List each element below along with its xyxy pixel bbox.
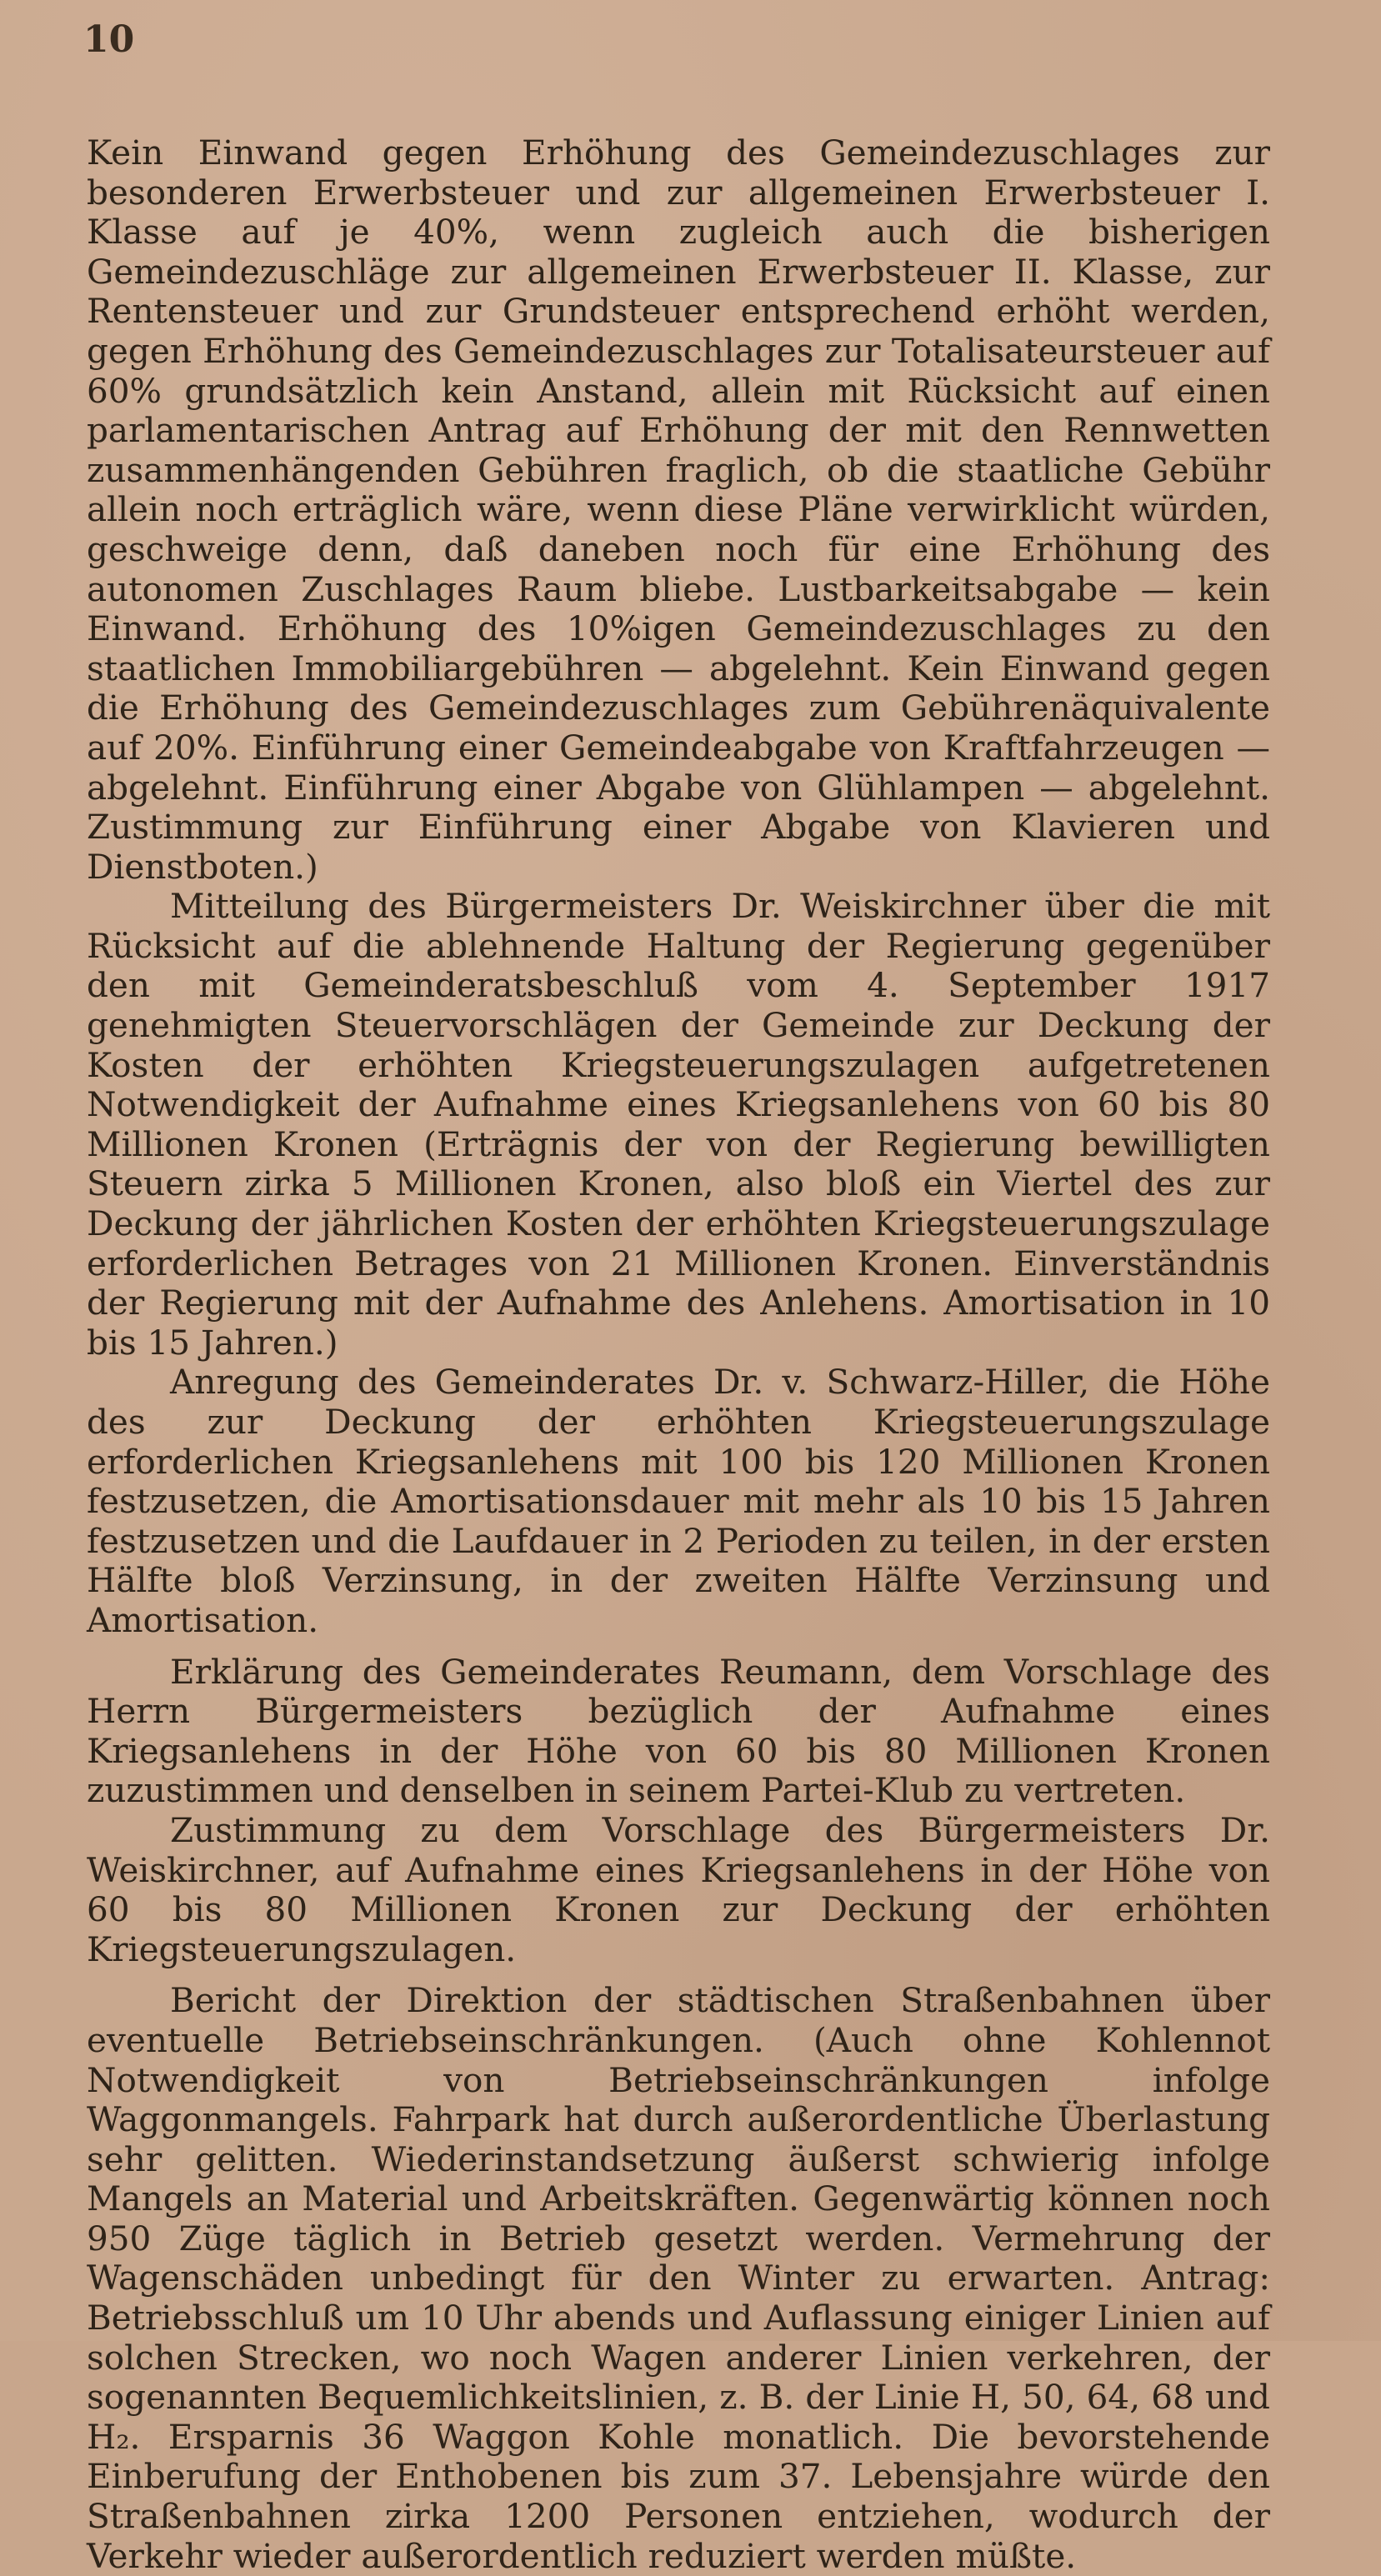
paragraph-mayor-communication: Mitteilung des Bürgermeisters Dr. Weiskirchner über die mit Rücksicht auf die ablehnende Haltung der Regierung gegenüber den mit Gemeinderatsbeschluß vom 4. September 1917 genehmigten Steuervorschlägen der Gemeinde zur Deckung der Kosten der erhöhten Kriegsteuerungszulagen aufgetretenen Notwendigkeit der Aufnahme eines Kriegsanlehens von 60 bis 80 Millionen Kronen (Erträgnis der von der Regierung bewilligten Steuern zirka 5 Millionen Kronen, also bloß ein Viertel des zur Deckung der jährlichen Kosten der erhöhten Kriegsteuerungszulage erforderlichen Betrages von 21 Millionen Kronen. Einverständnis der Regierung mit der Aufnahme des Anlehens. Amortisation in 10 bis 15 Jahren.) xyxy=(87,886,1270,1363)
paragraph-approval: Zustimmung zu dem Vorschlage des Bürgermeisters Dr. Weiskirchner, auf Aufnahme eines Kriegsanlehens in der Höhe von 60 bis 80 Millionen Kronen zur Deckung der erhöhten Kriegsteuerungszulagen. xyxy=(87,1809,1270,1969)
paragraph-reumann-declaration: Erklärung des Gemeinderates Reumann, dem Vorschlage des Herrn Bürgermeisters bezüglich der Aufnahme eines Kriegsanlehens in der Höhe von 60 bis 80 Millionen Kronen zuzustimmen und denselben in seinem Partei-Klub zu vertreten. xyxy=(87,1651,1270,1811)
paragraph-tramway-report: Bericht der Direktion der städtischen Straßenbahnen über eventuelle Betriebseinschränkungen. (Auch ohne Kohlennot Notwendigkeit von Betriebseinschränkungen infolge Waggonmangels. Fahrpark hat durch außerordentliche Überlastung sehr gelitten. Wiederinstandsetzung äußerst schwierig infolge Mangels an Material und Arbeitskräften. Gegenwärtig können noch 950 Züge täglich in Betrieb gesetzt werden. Vermehrung der Wagenschäden unbedingt für den Winter zu erwarten. Antrag: Betriebsschluß um 10 Uhr abends und Auflassung einiger Linien auf solchen Strecken, wo noch Wagen anderer Linien verkehren, der sogenannten Bequemlichkeitslinien, z. B. der Linie H, 50, 64, 68 und H₂. Ersparnis 36 Waggon Kohle monatlich. Die bevorstehende Einberufung der Enthobenen bis zum 37. Lebensjahre würde den Straßenbahnen zirka 1200 Personen entziehen, wodurch der Verkehr wieder außerordentlich reduziert werden müßte. xyxy=(87,1980,1270,2576)
paragraph-schwarz-hiller-suggestion: Anregung des Gemeinderates Dr. v. Schwarz-Hiller, die Höhe des zur Deckung der erhöhten Kriegsteuerungszulage erforderlichen Kriegsanlehens mit 100 bis 120 Millionen Kronen festzusetzen, die Amortisationsdauer mit mehr als 10 bis 15 Jahren festzusetzen und die Laufdauer in 2 Perioden zu teilen, in der ersten Hälfte bloß Verzinsung, in der zweiten Hälfte Verzinsung und Amortisation. xyxy=(87,1362,1270,1640)
paragraph-tax-opinion: Kein Einwand gegen Erhöhung des Gemeindezuschlages zur besonderen Erwerbsteuer und zur allgemeinen Erwerbsteuer I. Klasse auf je 40%, wenn zugleich auch die bisherigen Gemeindezuschläge zur allgemeinen Erwerbsteuer II. Klasse, zur Rentensteuer und zur Grundsteuer entsprechend erhöht werden, gegen Erhöhung des Gemeindezuschlages zur Totalisateursteuer auf 60% grundsätzlich kein Anstand, allein mit Rücksicht auf einen parlamentarischen Antrag auf Erhöhung der mit den Rennwetten zusammenhängenden Gebühren fraglich, ob die staatliche Gebühr allein noch erträglich wäre, wenn diese Pläne verwirklicht würden, geschweige denn, daß daneben noch für eine Erhöhung des autonomen Zuschlages Raum bliebe. Lustbarkeitsabgabe — kein Einwand. Erhöhung des 10%igen Gemeindezuschlages zu den staatlichen Immobiliargebühren — abgelehnt. Kein Einwand gegen die Erhöhung des Gemeindezuschlages zum Gebührenäquivalente auf 20%. Einführung einer Gemeindeabgabe von Kraftfahrzeugen — abgelehnt. Einführung einer Abgabe von Glühlampen — abgelehnt. Zustimmung zur Einführung einer Abgabe von Klavieren und Dienstboten.) xyxy=(87,133,1270,887)
body-text xyxy=(87,133,1270,2576)
page-number: 10 xyxy=(83,18,135,61)
